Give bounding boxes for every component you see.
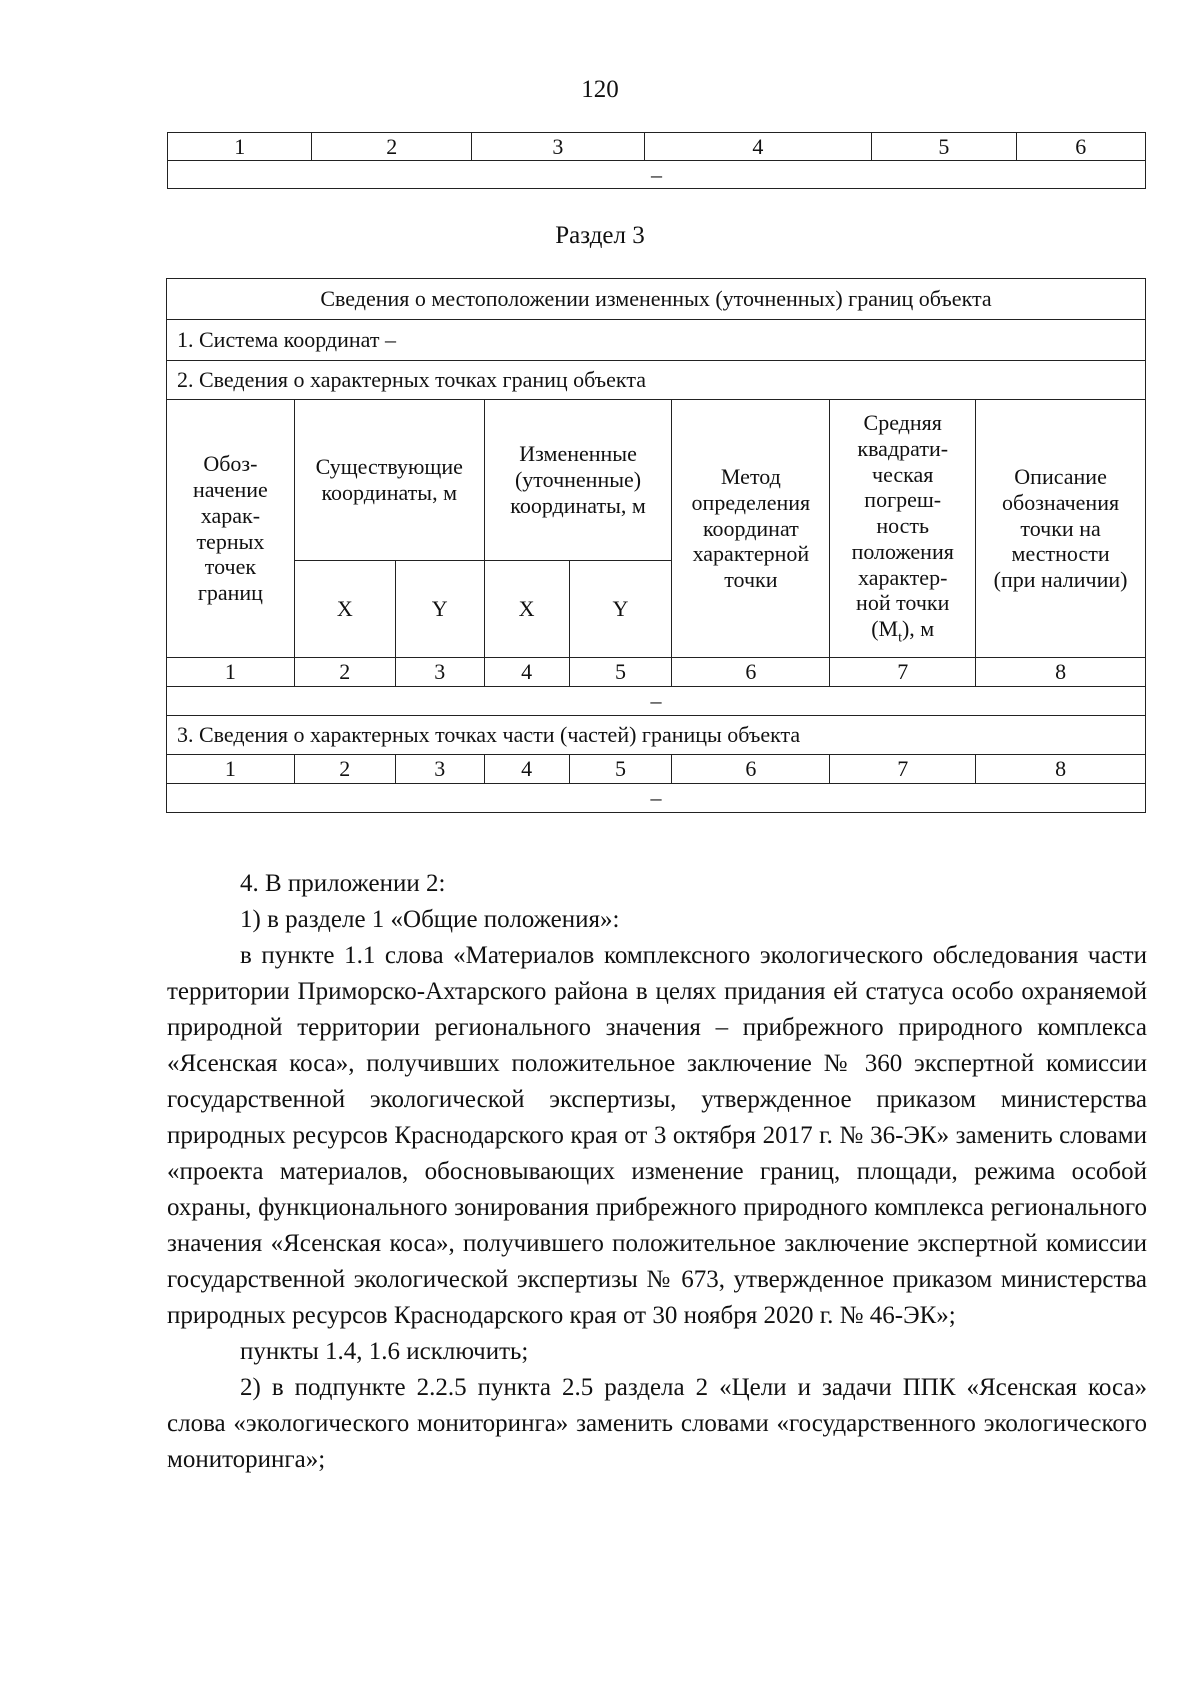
column-number: 8 bbox=[976, 755, 1146, 784]
top-table-col-number: 2 bbox=[312, 133, 472, 161]
top-table-dash: – bbox=[168, 161, 1146, 189]
paragraph-2: 2) в подпункте 2.2.5 пункта 2.5 раздела 2 «Цели и задачи ППК «Ясенская коса» слова «экологического мониторинга» заменить словами «государственного экологического мониторинга»; bbox=[167, 1374, 1147, 1473]
designation-header: Обоз- начение харак- терных точек границ bbox=[167, 400, 295, 658]
top-table-col-number: 4 bbox=[644, 133, 872, 161]
column-number: 8 bbox=[976, 658, 1146, 687]
column-number: 7 bbox=[830, 755, 976, 784]
boundary-table bbox=[166, 278, 1146, 813]
coordinate-system-row: 1. Система координат – bbox=[167, 320, 1146, 361]
method-header: Метод определения координат характерной точки bbox=[672, 400, 830, 658]
column-number: 6 bbox=[672, 755, 830, 784]
page-number: 120 bbox=[581, 76, 619, 103]
column-number: 4 bbox=[484, 755, 569, 784]
existing-coordinates-header: Существующие координаты, м bbox=[294, 400, 484, 561]
description-header: Описание обозначения точки на местности (при наличии) bbox=[976, 400, 1146, 658]
item-4-1-heading: 1) в разделе 1 «Общие положения»: bbox=[240, 906, 620, 933]
column-number: 5 bbox=[569, 658, 672, 687]
body-text bbox=[167, 866, 1147, 1478]
changed-y-header: Y bbox=[569, 561, 672, 658]
existing-x-header: X bbox=[294, 561, 395, 658]
changed-coordinates-header: Измененные (уточненные) координаты, м bbox=[484, 400, 672, 561]
top-table bbox=[167, 132, 1146, 189]
existing-y-header: Y bbox=[395, 561, 484, 658]
column-number: 3 bbox=[395, 658, 484, 687]
top-table-col-number: 6 bbox=[1016, 133, 1145, 161]
rms-error-header: Средняя квадрати- ческая погреш- ность положения характер- ной точки $(M_t)$, м bbox=[830, 400, 976, 658]
characteristic-points-row: 2. Сведения о характерных точках границ объекта bbox=[167, 361, 1146, 400]
changed-x-header: X bbox=[484, 561, 569, 658]
column-numbers-row-2 bbox=[167, 755, 1146, 784]
column-number: 2 bbox=[294, 755, 395, 784]
column-number: 6 bbox=[672, 658, 830, 687]
column-number: 4 bbox=[484, 658, 569, 687]
top-table-col-number: 1 bbox=[168, 133, 312, 161]
top-table-col-number: 3 bbox=[472, 133, 645, 161]
empty-parts-dash: – bbox=[167, 784, 1146, 813]
top-table-header-row bbox=[168, 133, 1146, 161]
column-number: 2 bbox=[294, 658, 395, 687]
column-number: 1 bbox=[167, 755, 295, 784]
empty-data-dash: – bbox=[167, 687, 1146, 716]
column-numbers-row bbox=[167, 658, 1146, 687]
column-number: 5 bbox=[569, 755, 672, 784]
top-table-col-number: 5 bbox=[872, 133, 1016, 161]
item-4-heading: 4. В приложении 2: bbox=[240, 870, 446, 897]
section-title: Раздел 3 bbox=[555, 222, 645, 249]
top-table-empty-row bbox=[168, 161, 1146, 189]
column-number: 3 bbox=[395, 755, 484, 784]
column-number: 1 bbox=[167, 658, 295, 687]
paragraph-exclude: пункты 1.4, 1.6 исключить; bbox=[240, 1338, 529, 1365]
boundary-table-title: Сведения о местоположении измененных (уточненных) границ объекта bbox=[167, 279, 1146, 320]
column-number: 7 bbox=[830, 658, 976, 687]
paragraph-1-1: в пункте 1.1 слова «Материалов комплексного экологического обследования части территории Приморско-Ахтарского района в целях придания ей статуса особо охраняемой природной территории регионального значения – прибрежного природного комплекса «Ясенская коса», получивших положительное заключение № 360 экспертной комиссии государственной экологической экспертизы, утвержденное приказом министерства природных ресурсов Краснодарского края от 3 октября 2017 г. № 36-ЭК» заменить словами «проекта материалов, обосновывающих изменение границ, площади, режима особой охраны, функционального зонирования прибрежного природного комплекса регионального значения «Ясенская коса», получившего положительное заключение экспертной комиссии государственной экологической экспертизы № 673, утвержденное приказом министерства природных ресурсов Краснодарского края от 30 ноября 2020 г. № 46-ЭК»; bbox=[167, 942, 1147, 1329]
boundary-parts-row: 3. Сведения о характерных точках части (частей) границы объекта bbox=[167, 716, 1146, 755]
